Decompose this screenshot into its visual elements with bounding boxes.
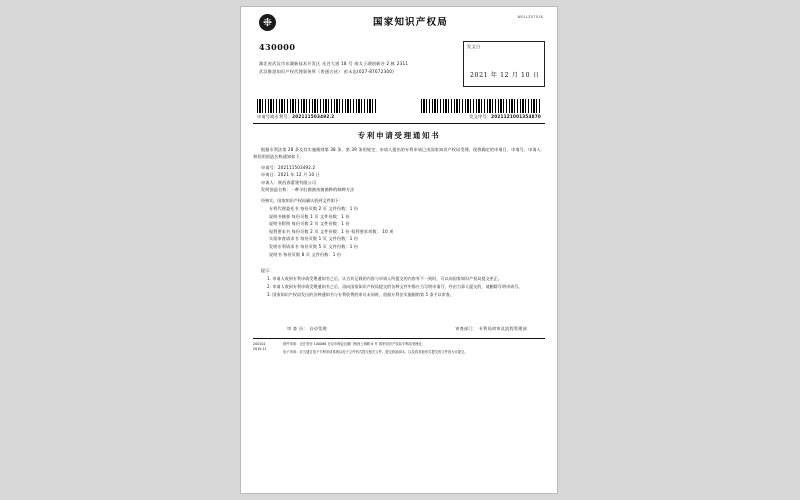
document-item: 实质审查请求书 每份页数 1 页 文件份数：1 份 [269,236,359,242]
note-item: 1. 申请人收到专利申请受理通知书之后，认为其记载的内容与申请人所提交的内容有不一致时，可以向国家知识产权局提交更正。 [267,275,502,281]
issue-date-box [463,41,545,87]
field-filing-date: 申请日：2021 年 12 月 10 日 [261,172,320,178]
notice-title: 专利申请受理通知书 [357,130,441,140]
footer-form-version: 2019.11 [253,347,267,352]
footer [253,342,545,356]
application-number-label: 申请号或专利号： [257,114,293,119]
signature-row [253,326,545,333]
note-item: 3. 国家知识产权局发出的各种通知书与专利收费的审议未同时，依据专利法实施细则第 5 条予以审查。 [267,291,455,297]
issue-date-value: 2021 年 12 月 10 日 [470,72,540,80]
document-item: 说明书附图 每份页数 2 页 文件份数：1 份 [269,221,350,227]
documents-received-lead: 经核实，国家知识产权局确认收到文件如下： [261,197,343,203]
address-line-2: 武汉维思知识产权代理事务所（普通合伙） 彭永忠(027-87672300) [259,69,394,75]
document-header [253,13,545,39]
footer-text [283,342,545,356]
form-code: WGLLZ07018 [517,15,543,19]
documents-received-list [253,205,545,258]
department-value: 专利局初审及流程管理部 [478,325,527,331]
application-fields [253,164,545,194]
document-item: 发明专利请求书 每份页数 5 页 文件份数：1 份 [269,244,359,249]
department-block [455,326,527,333]
dispatch-serial-label: 发文序号： [469,114,492,119]
document-item: 说明书摘要 每份页数 1 页 文件份数：1 份 [269,213,350,219]
examiner-label: 审 查 员： [287,325,308,331]
field-application-number: 申请号：202111503492.2 [261,164,316,170]
identifier-row [253,113,545,121]
divider-bottom [253,338,545,339]
footer-form-numbers [253,342,279,356]
footer-line-1: 纸件申请：正在寄至 100088 北京市海淀区蓟门桥西土城路 6 号 国家知识产权局专利局受理处 [283,342,422,347]
application-number [257,114,334,121]
notes-title: 提示： [261,268,274,274]
notes-block [253,267,545,298]
divider-top [253,123,545,124]
footer-form-number: 200101 [253,342,266,347]
barcode-icon-left [257,99,377,113]
field-applicant: 申请人：陕西春蕾建有限公司 [261,179,317,185]
address-line-1: 湖北省武汉市东湖新技术开发区 光谷大道 18 号 南太子湖创新谷 2 栋 2311 [259,61,409,67]
barcode-icon-right [421,99,541,113]
note-item: 2. 申请人收到专利申请受理通知书之后，再向国家知识产权局提交的各种文件中都应当写明申请号、经由当事人提交的，请删除写明申请号。 [267,283,523,289]
examiner-block [287,326,327,333]
dispatch-serial-value: 2021121001354870 [491,114,541,119]
issuing-authority-title: 国家知识产权局 [373,17,448,28]
barcode-row [253,99,545,113]
document-item: 专利代理委托书 每份页数 2 页 文件份数：1 份 [269,206,359,212]
document-page [240,6,558,494]
address-and-issue-row [253,41,545,87]
postal-code: 430000 [259,42,296,52]
national-emblem-icon: ❉ [259,14,276,31]
field-invention-title: 发明创造名称：一种羊肚菌菌丝菌菌种的制种方法 [261,187,355,193]
examiner-value: 自动受理 [309,325,327,331]
document-item: 权利要求书 每份页数 2 页 文件份数：1 份 权利要求项数： 10 项 [269,228,394,234]
document-item: 说明书 每份页数 8 页 文件份数：1 份 [269,251,342,257]
dispatch-serial [469,114,541,121]
issue-date-label: 发文日 [467,44,481,49]
addressee-block [253,41,455,87]
application-number-value: 202111503492.2 [292,114,335,119]
footer-line-2: 电子申请：应当通过电子专利申请系统以电子文件形式提交相关文件。提交纸质副本，以及将其他形式提交的文件视为未提交。 [283,350,468,355]
notice-intro: 根据专利法第 28 条及其实施细则第 38 条、第 39 条的规定，申请人提出的专利申请已由国家知识产权局受理。现将确定的申请日、申请号、申请人和发明创造名称通知如下。 [253,147,541,160]
department-label: 审查部门： [455,325,478,331]
